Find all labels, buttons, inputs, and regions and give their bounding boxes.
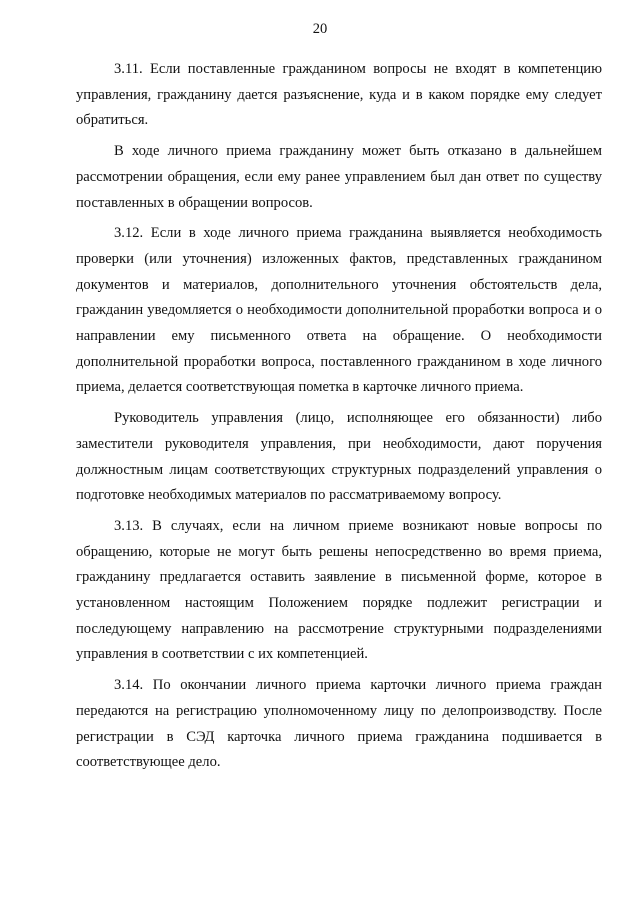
paragraph-3-13: 3.13. В случаях, если на личном приеме возникают новые вопросы по обращению, которые не могут быть решены непосредственно во время приема, гражданину предлагается оставить заявление в письменной форме, которое в установленном настоящим Положением порядке подлежит регистрации и последующему направлению на рассмотрение структурными подразделениями управления в соответствии с их компетенцией. — [76, 517, 602, 663]
document-body — [76, 57, 602, 781]
paragraph-3-14: 3.14. По окончании личного приема карточки личного приема граждан передаются на регистрацию уполномоченному лицу по делопроизводству. После регистрации в СЭД карточка личного приема гражданина подшивается в соответствующее дело. — [76, 677, 602, 771]
page-number: 20 — [312, 21, 328, 37]
paragraph-refusal: В ходе личного приема гражданину может быть отказано в дальнейшем рассмотрении обращения, если ему ранее управлением был дан ответ по существу поставленных в обращении вопросов. — [76, 143, 602, 211]
paragraph-3-12: 3.12. Если в ходе личного приема гражданина выявляется необходимость проверки (или уточнения) изложенных фактов, представленных гражданином документов и материалов, дополнительного уточнения обстоятельств дела, гражданин уведомляется о необходимости дополнительной проработки вопроса и о направлении ему письменного ответа на обращение. О необходимости дополнительной проработки вопроса, поставленного гражданином в ходе личного приема, делается соответствующая пометка в карточке личного приема. — [76, 225, 602, 396]
paragraph-head-instructions: Руководитель управления (лицо, исполняющее его обязанности) либо заместители руководителя управления, при необходимости, дают поручения должностным лицам соответствующих структурных подразделений управления о подготовке необходимых материалов по рассматриваемому вопросу. — [76, 410, 602, 504]
paragraph-3-11: 3.11. Если поставленные гражданином вопросы не входят в компетенцию управления, гражданину дается разъяснение, куда и в каком порядке ему следует обратиться. — [76, 61, 602, 129]
